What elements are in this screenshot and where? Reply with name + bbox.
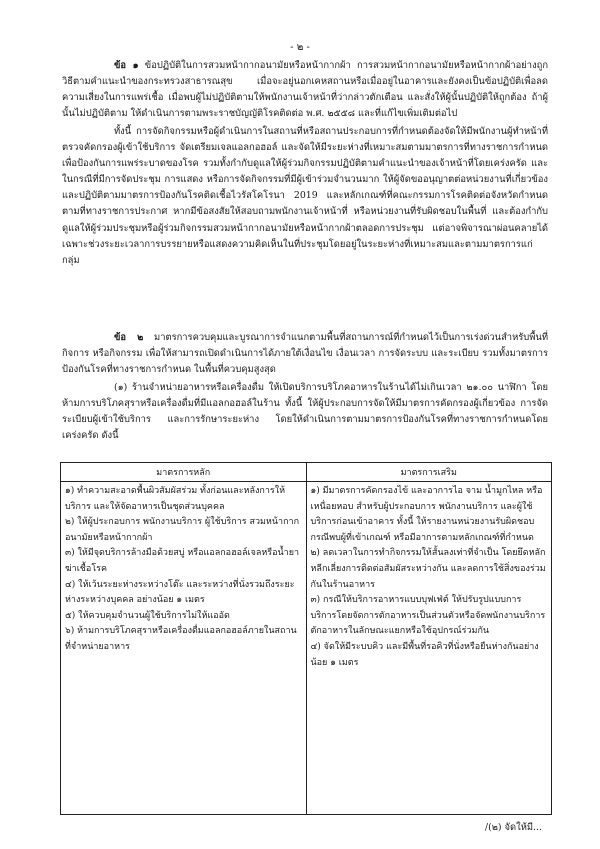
clause-2-text: มาตรการควบคุมและบูรณาการจำแนกตามพื้นที่สถานการณ์ที่กำหนดไว้เป็นการเร่งด่วนสำหรับพื้นที่ กิจการ หรือกิจกรรม เพื่อให้สามารถเปิดดำเนินการได้ภายใต้เงื่อนไข เงื่อนเวลา การจัดระบบ และระเบียบ รวมทั้งมาตรการป้องกันโรคที่ทางราชการกำหนด ในพื้นที่ควบคุมสูงสุด <box>62 332 549 376</box>
paragraph-2 <box>62 124 548 269</box>
main-measure-item: ๒) ให้ผู้ประกอบการ พนักงานบริการ ผู้ใช้บริการ สวมหน้ากากอนามัยหรือหน้ากากผ้า <box>65 517 300 543</box>
main-measures-cell <box>61 482 307 815</box>
main-measures-header: มาตรการหลัก <box>61 463 307 482</box>
paragraph-clause-2 <box>62 330 548 378</box>
table-header-row <box>61 463 552 482</box>
extra-measure-item: ๒) ลดเวลาในการทำกิจกรรมให้สั้นลงเท่าที่จำเป็น โดยยึดหลักหลีกเลี่ยงการติดต่อสัมผัสระหว่างกัน และลดการใช้สิ่งของร่วมกันในร้านอาหาร <box>310 548 546 590</box>
table-row <box>61 482 552 815</box>
clause-2-lead: ข้อ ๒ <box>114 332 144 343</box>
page-number: - ๒ - <box>290 42 310 53</box>
measures-table <box>60 462 552 815</box>
extra-measures-header: มาตรการเสริม <box>306 463 552 482</box>
paragraph-clause-1 <box>62 58 548 122</box>
main-measure-item: ๕) ให้ควบคุมจำนวนผู้ใช้บริการไม่ให้แออัด <box>65 610 230 621</box>
item-1-text: (๑) ร้านจำหน่ายอาหารหรือเครื่องดื่ม ให้เปิดบริการบริโภคอาหารในร้านได้ไม่เกินเวลา ๒๑.๐๐ นาฬิกา โดยห้ามการบริโภคสุราหรือเครื่องดื่มที่มีแอลกอฮอล์ในร้าน ทั้งนี้ ให้ผู้ประกอบการจัดให้มีมาตรการคัดกรองผู้เกี่ยวข้อง การจัดระเบียบผู้เข้าใช้บริการ และการรักษาระยะห่าง โดยให้ดำเนินการตามมาตรการป้องกันโรคที่ทางราชการกำหนดโดยเคร่งครัด ดังนี้ <box>62 382 548 442</box>
paragraph-item-1 <box>62 380 548 444</box>
extra-measures-cell <box>306 482 552 815</box>
clause-1-text: ข้อปฏิบัติในการสวมหน้ากากอนามัยหรือหน้ากากผ้า การสวมหน้ากากอนามัยหรือหน้ากากผ้าอย่างถูกวิธีตามคำแนะนำของกระทรวงสาธารณสุข เมื่อจะอยู่นอกเคหสถานหรือเมื่ออยู่ในอาคารและยังคงเป็นข้อปฏิบัติเพื่อลดความเสี่ยงในการแพร่เชื้อ เมื่อพบผู้ไม่ปฏิบัติตามให้พนักงานเจ้าหน้าที่ว่ากล่าวตักเตือน และสั่งให้ผู้นั้นปฏิบัติให้ถูกต้อง ถ้าผู้นั้นไม่ปฏิบัติตาม ให้ดำเนินการตามพระราชบัญญัติโรคติดต่อ พ.ศ. ๒๕๕๘ และที่แก้ไขเพิ่มเติมต่อไป <box>62 60 548 120</box>
extra-measure-item: ๓) กรณีให้บริการอาหารแบบบุฟเฟ่ต์ ให้ปรับรูปแบบการบริการโดยจัดการตักอาหารเป็นส่วนตัวหรือจัดพนักงานบริการตักอาหารในลักษณะแยกหรือใช้อุปกรณ์ร่วมกัน <box>310 595 546 637</box>
continuation-footer: /(๒) จัดให้มี... <box>484 822 542 833</box>
paragraph-2-text: ทั้งนี้ การจัดกิจกรรมหรือผู้ดำเนินการในสถานที่หรือสถานประกอบการที่กำหนดต้องจัดให้มีพนักงานผู้ทำหน้าที่ตรวจคัดกรองผู้เข้าใช้บริการ จัดเตรียมเจลแอลกอฮอล์ และจัดให้มีระยะห่างที่เหมาะสมตามมาตรการที่ทางราชการกำหนด เพื่อป้องกันการแพร่ระบาดของโรค รวมทั้งกำกับดูแลให้ผู้ร่วมกิจกรรมปฏิบัติตามคำแนะนำของเจ้าหน้าที่โดยเคร่งครัด และในกรณีที่มีการจัดประชุม การแสดง หรือการจัดกิจกรรมที่มีผู้เข้าร่วมจำนวนมาก ให้ผู้จัดขออนุญาตต่อหน่วยงานที่เกี่ยวข้องและปฏิบัติตามมาตรการป้องกันโรคติดเชื้อไวรัสโคโรนา 2019 และหลักเกณฑ์ที่คณะกรรมการโรคติดต่อจังหวัดกำหนด ตามที่ทางราชการประกาศ หากมีข้อสงสัยให้สอบถามพนักงานเจ้าหน้าที่ หรือหน่วยงานที่รับผิดชอบในพื้นที่ และต้องกำกับดูแลให้ผู้ร่วมประชุมหรือผู้ร่วมกิจกรรมสวมหน้ากากอนามัยหรือหน้ากากผ้าตลอดการประชุม แต่อาจพิจารณาผ่อนคลายได้เฉพาะช่วงระยะเวลาการบรรยายหรือแสดงความคิดเห็นในที่ประชุมโดยอยู่ในระยะห่างที่เหมาะสมและตามมาตรการแก่กลุ่ม <box>62 126 548 266</box>
main-measure-item: ๓) ให้มีจุดบริการล้างมือด้วยสบู่ หรือแอลกอฮอล์เจลหรือน้ำยาฆ่าเชื้อโรค <box>65 548 300 574</box>
main-measure-item: ๑) ทำความสะอาดพื้นผิวสัมผัสร่วม ทั้งก่อนและหลังการให้บริการ และให้จัดอาหารเป็นชุดส่วนบุคคล <box>65 486 286 512</box>
main-measure-item: ๔) ให้เว้นระยะห่างระหว่างโต๊ะ และระหว่างที่นั่งรวมถึงระยะห่างระหว่างบุคคล อย่างน้อย ๑ เมตร <box>65 579 295 606</box>
clause-1-lead: ข้อ ๑ <box>114 60 139 71</box>
extra-measure-item: ๔) จัดให้มีระบบคิว และมีพื้นที่รอคิวที่นั่งหรือยืนห่างกันอย่างน้อย ๑ เมตร <box>310 641 539 668</box>
extra-measure-item: ๑) มีมาตรการคัดกรองไข้ และอาการไอ จาม น้ำมูกไหล หรือเหนื่อยหอบ สำหรับผู้ประกอบการ พนักงานบริการ และผู้ใช้บริการก่อนเข้าอาคาร ทั้งนี้ ให้รายงานหน่วยงานรับผิดชอบ กรณีพบผู้ที่เข้าเกณฑ์ หรือมีอาการตามหลักเกณฑ์ที่กำหนด <box>310 486 543 543</box>
main-measure-item: ๖) ห้ามการบริโภคสุราหรือเครื่องดื่มแอลกอฮอล์ภายในสถานที่จำหน่ายอาหาร <box>65 626 297 652</box>
